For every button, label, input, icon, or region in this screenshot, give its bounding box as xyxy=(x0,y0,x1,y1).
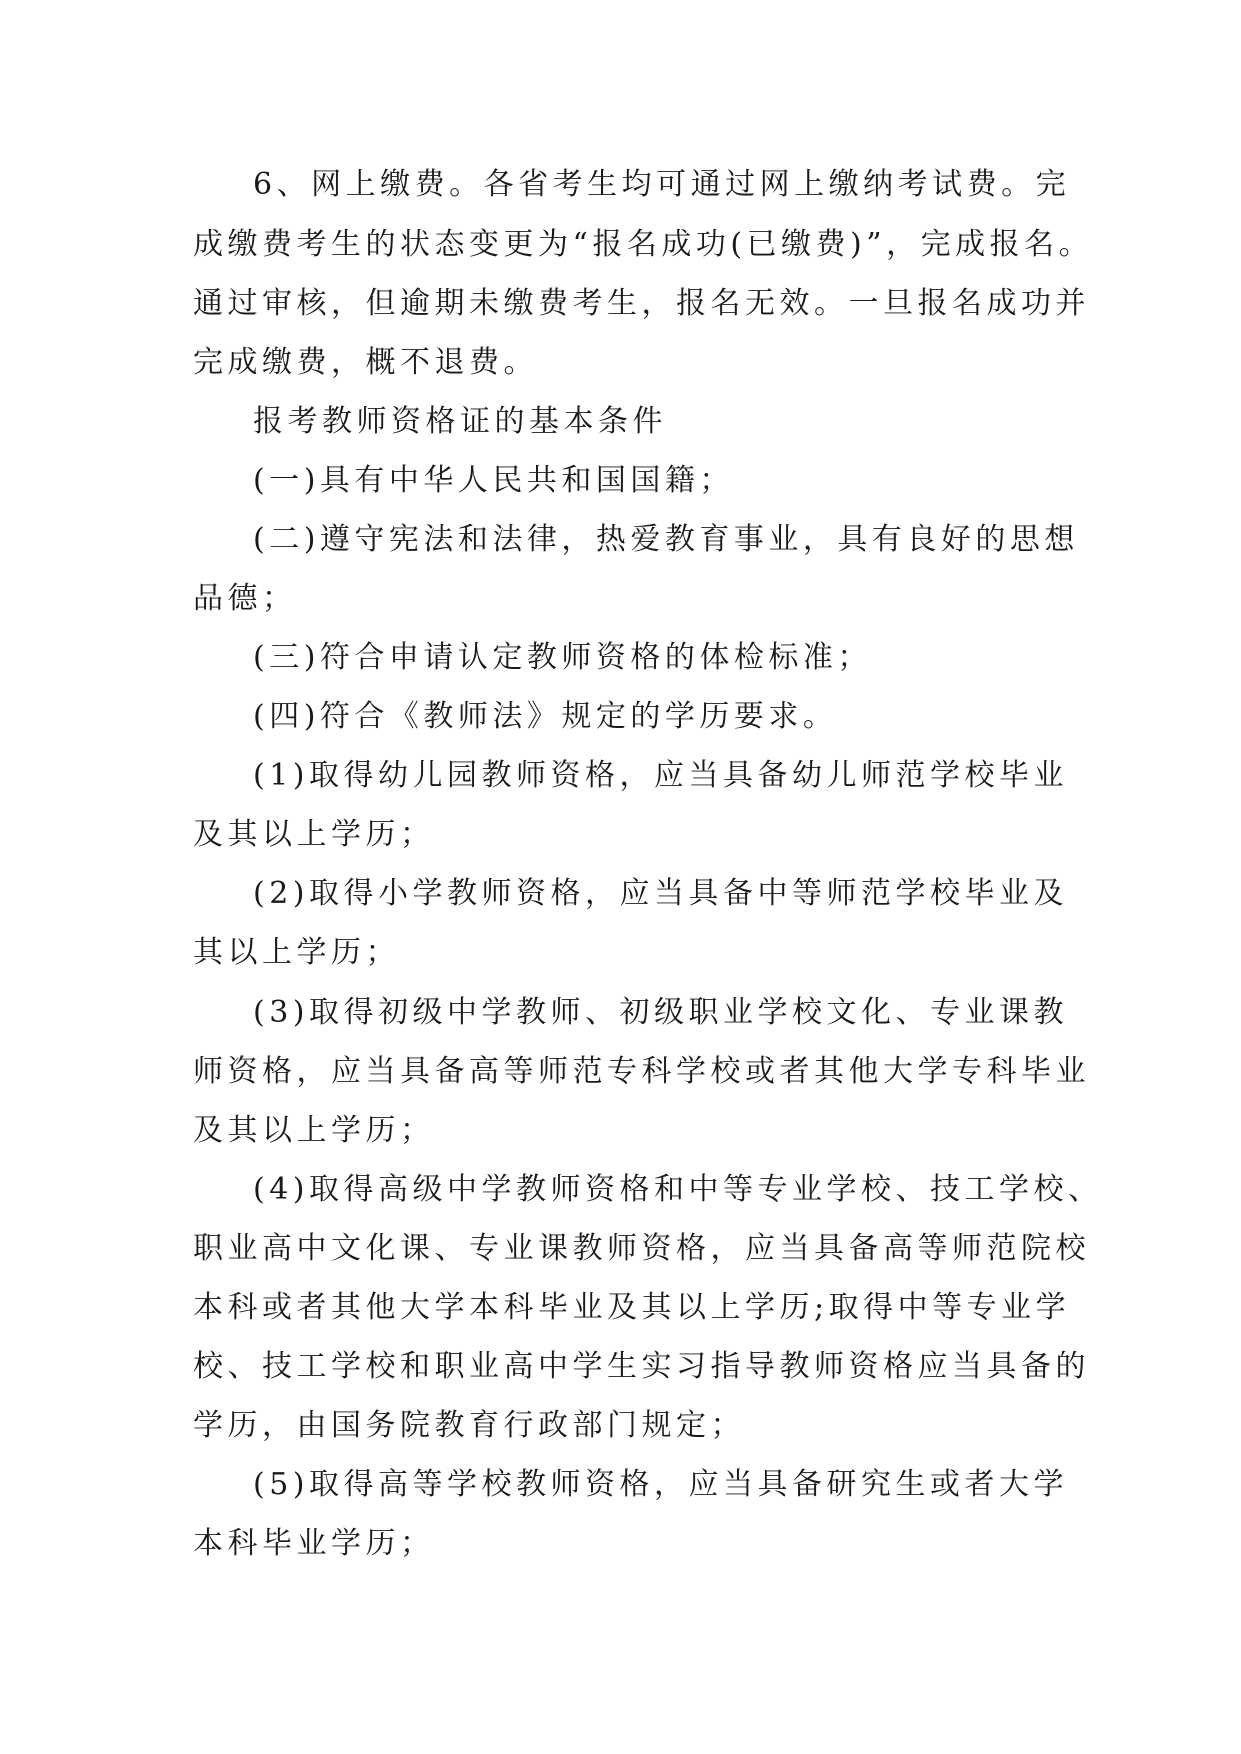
paragraph-line: (二)遵守宪法和法律，热爱教育事业，具有良好的思想 xyxy=(253,522,1079,557)
paragraph-line: 及其以上学历； xyxy=(193,817,435,852)
paragraph-line: 职业高中文化课、专业课教师资格，应当具备高等师范院校 xyxy=(193,1231,1090,1266)
paragraph-line: 通过审核，但逾期未缴费考生，报名无效。一旦报名成功并 xyxy=(193,286,1090,321)
paragraph-line: 6、网上缴费。各省考生均可通过网上缴纳考试费。完 xyxy=(253,167,1071,202)
paragraph-line: (三)符合申请认定教师资格的体检标准； xyxy=(253,640,872,675)
section-heading: 报考教师资格证的基本条件 xyxy=(253,404,667,439)
paragraph-line: 本科毕业学历； xyxy=(193,1526,435,1561)
paragraph-line: 完成缴费，概不退费。 xyxy=(193,345,538,380)
paragraph-line: 成缴费考生的状态变更为“报名成功(已缴费)”，完成报名。 xyxy=(193,227,1094,262)
paragraph-line: (5)取得高等学校教师资格，应当具备研究生或者大学 xyxy=(253,1467,1068,1502)
paragraph-line: (4)取得高级中学教师资格和中等专业学校、技工学校、 xyxy=(253,1172,1103,1207)
paragraph-line: 师资格，应当具备高等师范专科学校或者其他大学专科毕业 xyxy=(193,1054,1090,1089)
paragraph-line: (2)取得小学教师资格，应当具备中等师范学校毕业及 xyxy=(253,876,1068,911)
paragraph-line: (四)符合《教师法》规定的学历要求。 xyxy=(253,699,838,734)
paragraph-line: 品德； xyxy=(193,581,297,616)
paragraph-line: 学历，由国务院教育行政部门规定； xyxy=(193,1408,745,1443)
paragraph-line: (1)取得幼儿园教师资格，应当具备幼儿师范学校毕业 xyxy=(253,758,1068,793)
paragraph-line: (一)具有中华人民共和国国籍； xyxy=(253,463,734,498)
paragraph-line: 校、技工学校和职业高中学生实习指导教师资格应当具备的 xyxy=(193,1349,1090,1384)
paragraph-line: (3)取得初级中学教师、初级职业学校文化、专业课教 xyxy=(253,995,1068,1030)
paragraph-line: 及其以上学历； xyxy=(193,1113,435,1148)
paragraph-line: 本科或者其他大学本科毕业及其以上学历;取得中等专业学 xyxy=(193,1290,1071,1325)
paragraph-line: 其以上学历； xyxy=(193,935,400,970)
